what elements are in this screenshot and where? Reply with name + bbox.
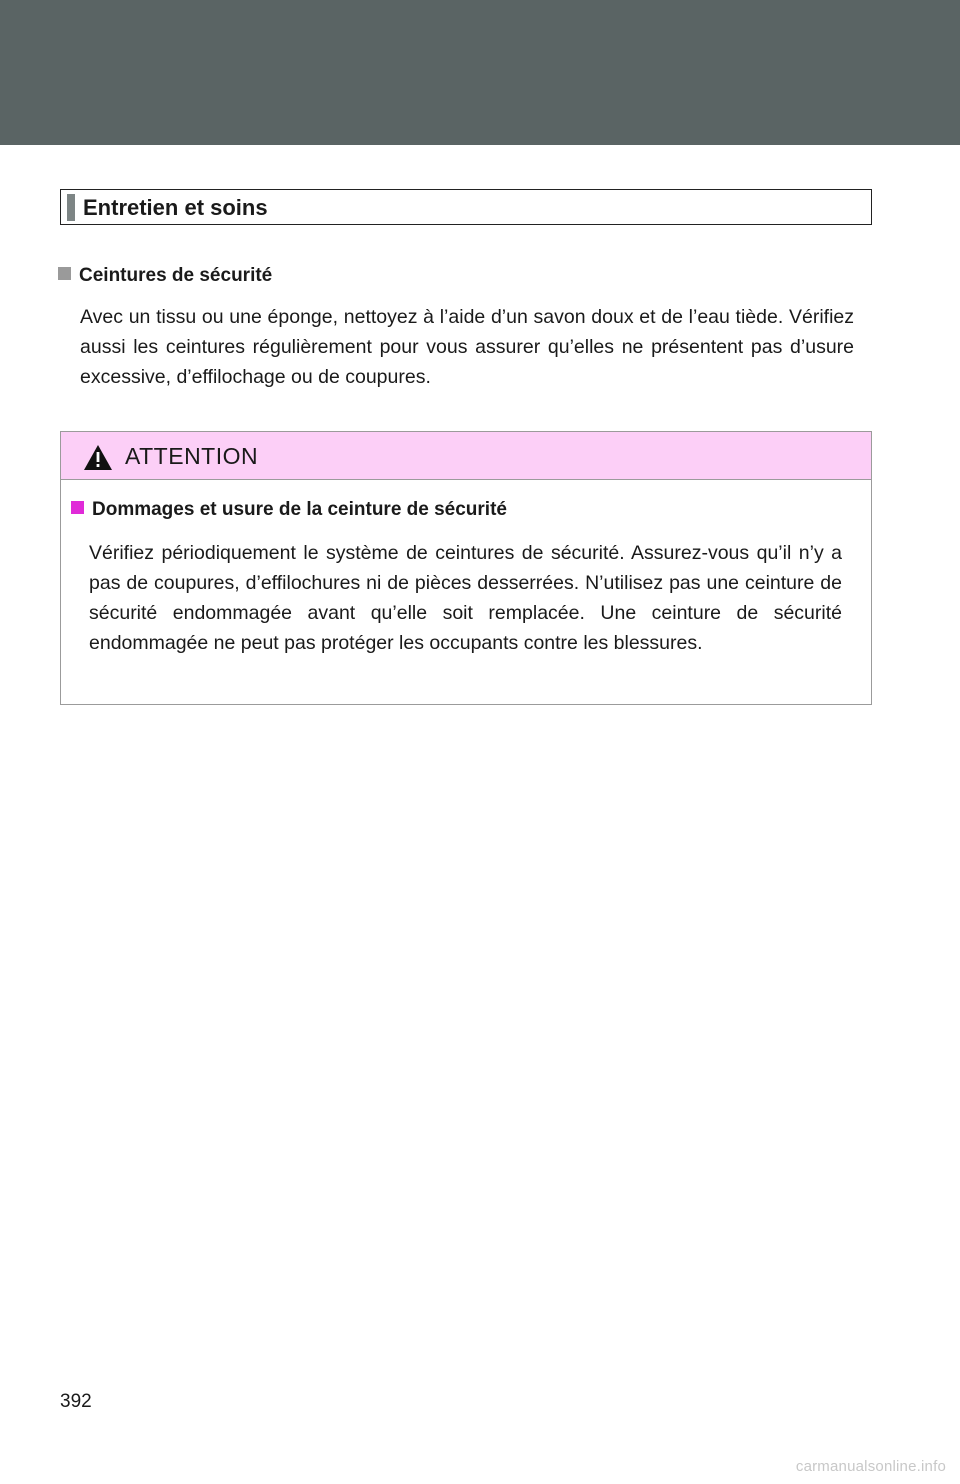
- section-header-marker: [67, 194, 75, 221]
- page-number: 392: [60, 1391, 92, 1412]
- subsection-body: Avec un tissu ou une éponge, nettoyez à l’aide d’un savon doux et de l’eau tiède. Vérifiez aussi les ceintures régulièrement pour vous assurer qu’elles ne présentent pas d’usure excessive, d’effilochage ou de coupures.: [80, 306, 854, 388]
- section-header: [60, 189, 872, 225]
- square-bullet-icon: [58, 267, 71, 280]
- subsection-heading-text: Ceintures de sécurité: [79, 265, 273, 286]
- subsection-heading: [58, 264, 272, 288]
- watermark: carmanualsonline.info: [795, 1458, 946, 1475]
- attention-heading-text: Dommages et usure de la ceinture de sécurité: [92, 499, 507, 520]
- attention-box: [60, 431, 872, 705]
- warning-triangle-icon: [83, 444, 113, 471]
- attention-header: [61, 432, 871, 480]
- attention-label: ATTENTION: [125, 443, 259, 469]
- section-title: Entretien et soins: [83, 195, 268, 220]
- square-bullet-icon: [71, 501, 84, 514]
- top-banner: [0, 0, 960, 145]
- attention-heading: [71, 498, 507, 522]
- attention-body: Vérifiez périodiquement le système de ceintures de sécurité. Assurez-vous qu’il n’y a pas de coupures, d’effilochures ni de pièces desserrées. N’utilisez pas une ceinture de sécurité endommagée avant qu’elle soit remplacée. Une ceinture de sécurité endommagée ne peut pas protéger les occupants contre les blessures.: [89, 542, 842, 654]
